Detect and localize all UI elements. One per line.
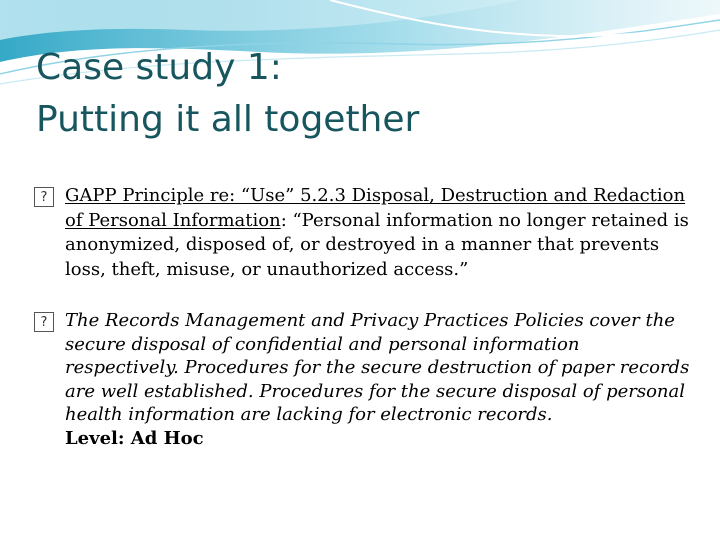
slide-body [34, 184, 694, 450]
missing-glyph-box-icon: ? [34, 312, 54, 332]
missing-glyph-box-icon: ? [34, 187, 54, 207]
bullet-item-assessment [34, 309, 694, 450]
bullet-item-gapp-principle [34, 184, 694, 282]
slide-title-line-2: Putting it all together [36, 99, 420, 140]
maturity-level: Level: Ad Hoc [65, 427, 204, 449]
principle-reference: GAPP Principle re: “Use” 5.2.3 Disposal, Destruction and Redaction of Personal Information [65, 185, 686, 231]
principle-quote: : “Personal information no longer retained is anonymized, disposed of, or destroyed in a manner that prevents loss, theft, misuse, or unauthorized access.” [65, 209, 689, 280]
slide-title-line-1: Case study 1: [36, 47, 282, 88]
slide-title [36, 42, 696, 146]
assessment-text: The Records Management and Privacy Practices Policies cover the secure disposal of confidential and personal information respectively. Procedures for the secure destruction of paper records are well established. Procedures for the secure disposal of personal health information are lacking for electronic records. [65, 310, 690, 425]
